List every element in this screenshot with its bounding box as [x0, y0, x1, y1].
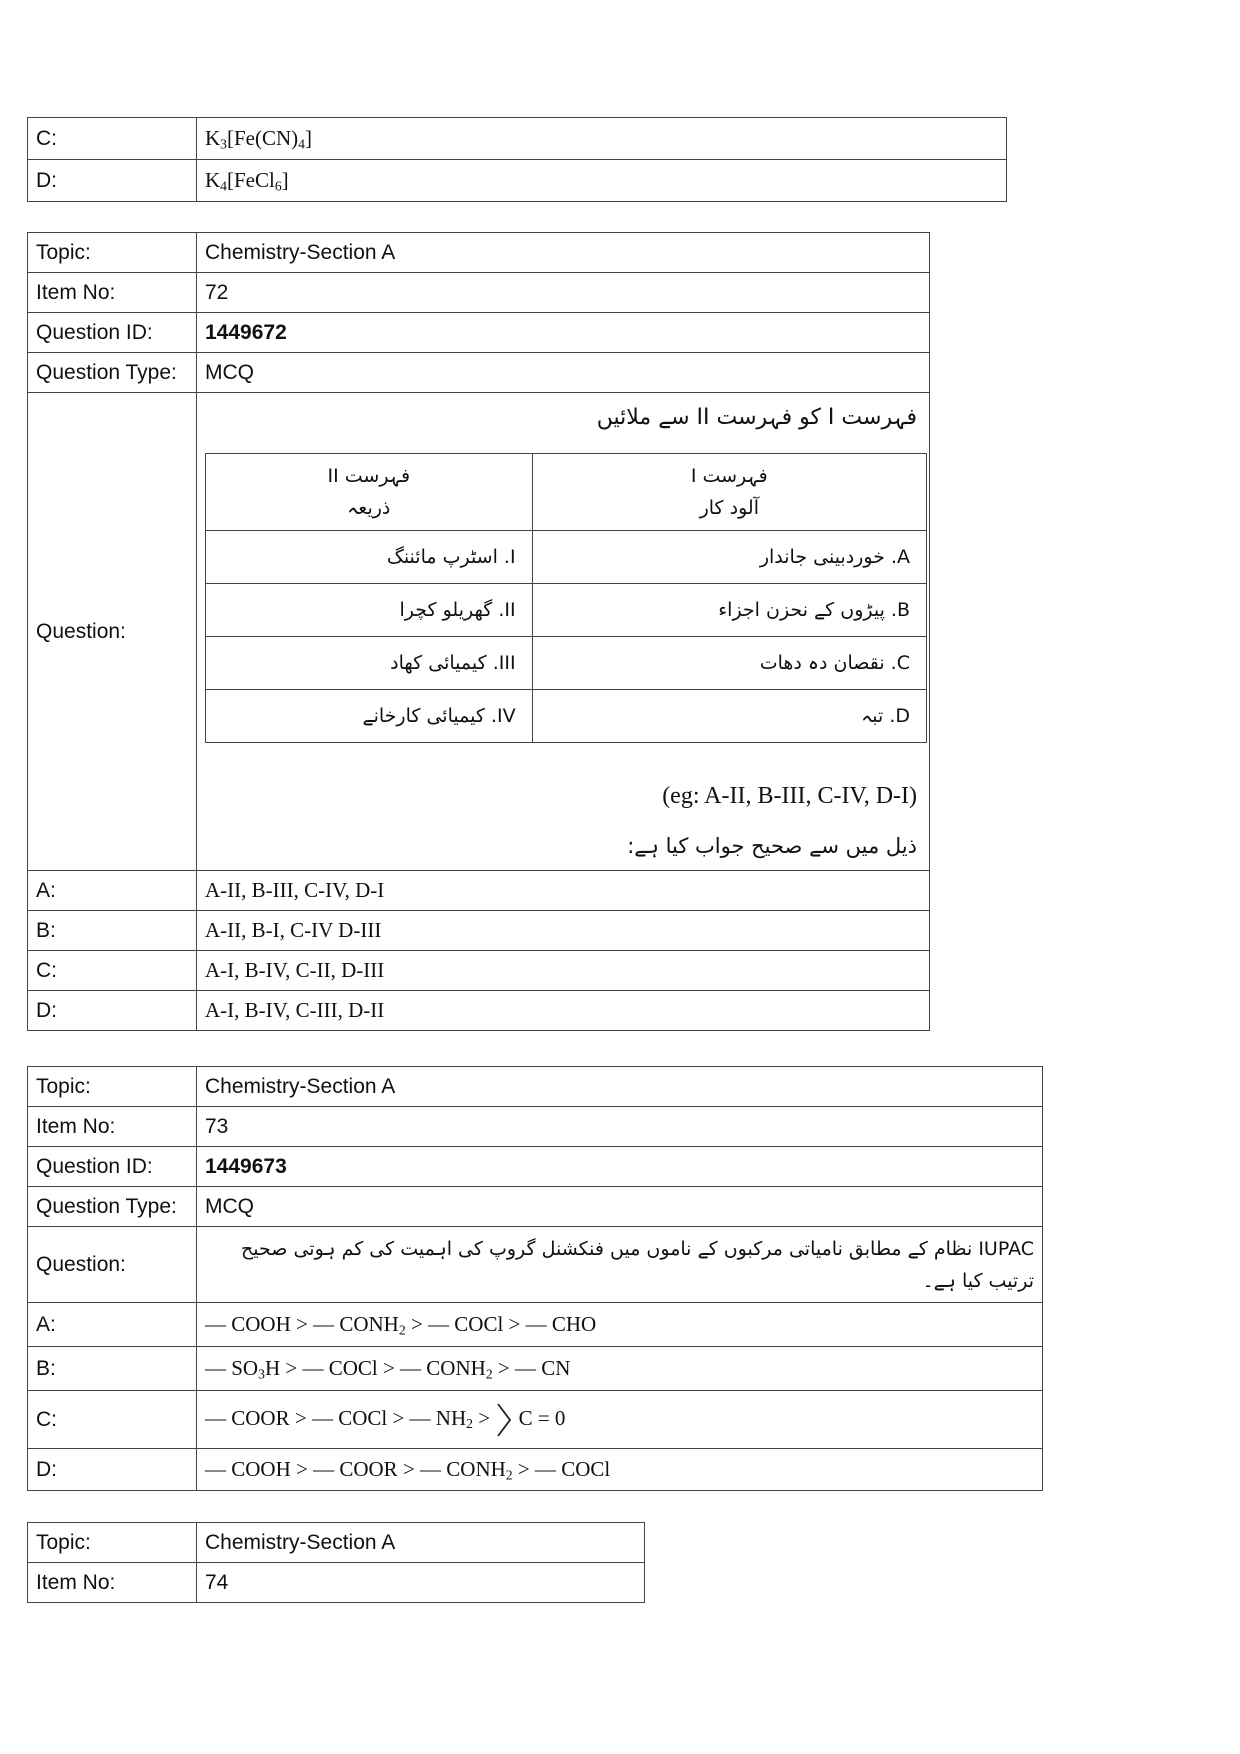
question-type-row [28, 353, 930, 393]
match-table [205, 453, 927, 743]
list-i-header-cell [532, 454, 926, 531]
list-i-header: فہرست I [690, 465, 768, 487]
question-table-74 [27, 1522, 645, 1603]
option-label: D: [28, 160, 197, 202]
question-id-row [28, 313, 930, 353]
carbonyl-bond-icon [495, 1400, 513, 1440]
question-id-value: 1449672 [197, 313, 930, 353]
list-i-item: B. پیڑوں کے نحزن اجزاء [532, 584, 926, 637]
topic-label: Topic: [28, 233, 197, 273]
option-row [28, 1391, 1043, 1449]
option-label: A: [28, 1303, 197, 1347]
item-row [28, 273, 930, 313]
question-row [28, 393, 930, 871]
item-row [28, 1107, 1043, 1147]
option-text: A-II, B-III, C-IV, D-I [197, 871, 930, 911]
question-type-row [28, 1187, 1043, 1227]
option-text: A-I, B-IV, C-III, D-II [197, 991, 930, 1031]
example-text: (eg: A-II, B-III, C-IV, D-I) [662, 783, 917, 809]
question-label: Question: [28, 1227, 197, 1303]
question-body [197, 393, 930, 871]
topic-value: Chemistry-Section A [197, 233, 930, 273]
question-line: ترتیب کیا ہے۔ [922, 1269, 1034, 1292]
option-row [28, 911, 930, 951]
option-label: C: [28, 118, 197, 160]
question-id-row [28, 1147, 1043, 1187]
question-id-label: Question ID: [28, 1147, 197, 1187]
item-label: Item No: [28, 1107, 197, 1147]
list-ii-header: فہرست II [327, 465, 411, 487]
question-line: IUPAC نظام کے مطابق نامیاتی مرکبوں کے ناموں میں فنکشنل گروپ کی اہمیت کی کم ہوتی صحیح [241, 1237, 1034, 1260]
option-label: C: [28, 951, 197, 991]
match-row [206, 690, 927, 743]
question-table-73 [27, 1066, 1043, 1491]
option-row [28, 1303, 1043, 1347]
topic-value: Chemistry-Section A [197, 1523, 645, 1563]
question-title: فہرست I کو فہرست II سے ملائیں [596, 405, 917, 430]
option-text: A-II, B-I, C-IV D-III [197, 911, 930, 951]
question-id-value: 1449673 [197, 1147, 1043, 1187]
question-type-label: Question Type: [28, 1187, 197, 1227]
match-row [206, 637, 927, 690]
question-type-label: Question Type: [28, 353, 197, 393]
question-row [28, 1227, 1043, 1303]
option-label: B: [28, 911, 197, 951]
item-label: Item No: [28, 1563, 197, 1603]
option-row [28, 160, 1007, 202]
question-label: Question: [28, 393, 197, 871]
option-text: — COOH > — $CONH_2$ > — COCl > — CHO [197, 1303, 1043, 1347]
item-row [28, 1563, 645, 1603]
question-table-71-tail [27, 117, 1007, 202]
topic-value: Chemistry-Section A [197, 1067, 1043, 1107]
option-row [28, 991, 930, 1031]
list-i-item: C. نقصان دہ دھات [532, 637, 926, 690]
match-row [206, 531, 927, 584]
list-ii-header-cell [206, 454, 533, 531]
list-i-item: D. تبہ [532, 690, 926, 743]
option-text: $K_4[FeCl_6]$ [197, 160, 1007, 202]
option-label: C: [28, 1391, 197, 1449]
option-row [28, 1449, 1043, 1491]
list-ii-item: III. کیمیائی کھاد [206, 637, 533, 690]
item-value: 73 [197, 1107, 1043, 1147]
option-row [28, 951, 930, 991]
item-value: 74 [197, 1563, 645, 1603]
question-prompt: ذیل میں سے صحیح جواب کیا ہے: [627, 834, 917, 858]
topic-label: Topic: [28, 1067, 197, 1107]
list-ii-item: I. اسٹرپ مائننگ [206, 531, 533, 584]
option-label: B: [28, 1347, 197, 1391]
question-type-value: MCQ [197, 353, 930, 393]
example-line [205, 783, 921, 823]
match-header-row [206, 454, 927, 531]
item-value: 72 [197, 273, 930, 313]
match-row [206, 584, 927, 637]
topic-row [28, 233, 930, 273]
topic-row [28, 1523, 645, 1563]
list-ii-subheader: ذریعہ [347, 497, 391, 519]
item-label: Item No: [28, 273, 197, 313]
option-text: A-I, B-IV, C-II, D-III [197, 951, 930, 991]
topic-row [28, 1067, 1043, 1107]
option-label: D: [28, 991, 197, 1031]
option-row [28, 118, 1007, 160]
option-text: — COOR > — COCl > — $NH_2 > C = 0$ [197, 1391, 1043, 1449]
option-row [28, 871, 930, 911]
option-text: — $SO_3H$ > — COCl > — $CONH_2$ > — CN [197, 1347, 1043, 1391]
question-table-72 [27, 232, 930, 1031]
option-text: — COOH > — COOR > — $CONH_2$ > — COCl [197, 1449, 1043, 1491]
topic-label: Topic: [28, 1523, 197, 1563]
list-i-item: A. خوردبینی جاندار [532, 531, 926, 584]
option-label: D: [28, 1449, 197, 1491]
question-type-value: MCQ [197, 1187, 1043, 1227]
list-ii-item: II. گھریلو کچرا [206, 584, 533, 637]
option-row [28, 1347, 1043, 1391]
list-ii-item: IV. کیمیائی کارخانے [206, 690, 533, 743]
list-i-subheader: آلود کار [699, 497, 759, 519]
question-id-label: Question ID: [28, 313, 197, 353]
option-label: A: [28, 871, 197, 911]
option-text: $K_3[Fe(CN)_4]$ [197, 118, 1007, 160]
question-body [197, 1227, 1043, 1303]
